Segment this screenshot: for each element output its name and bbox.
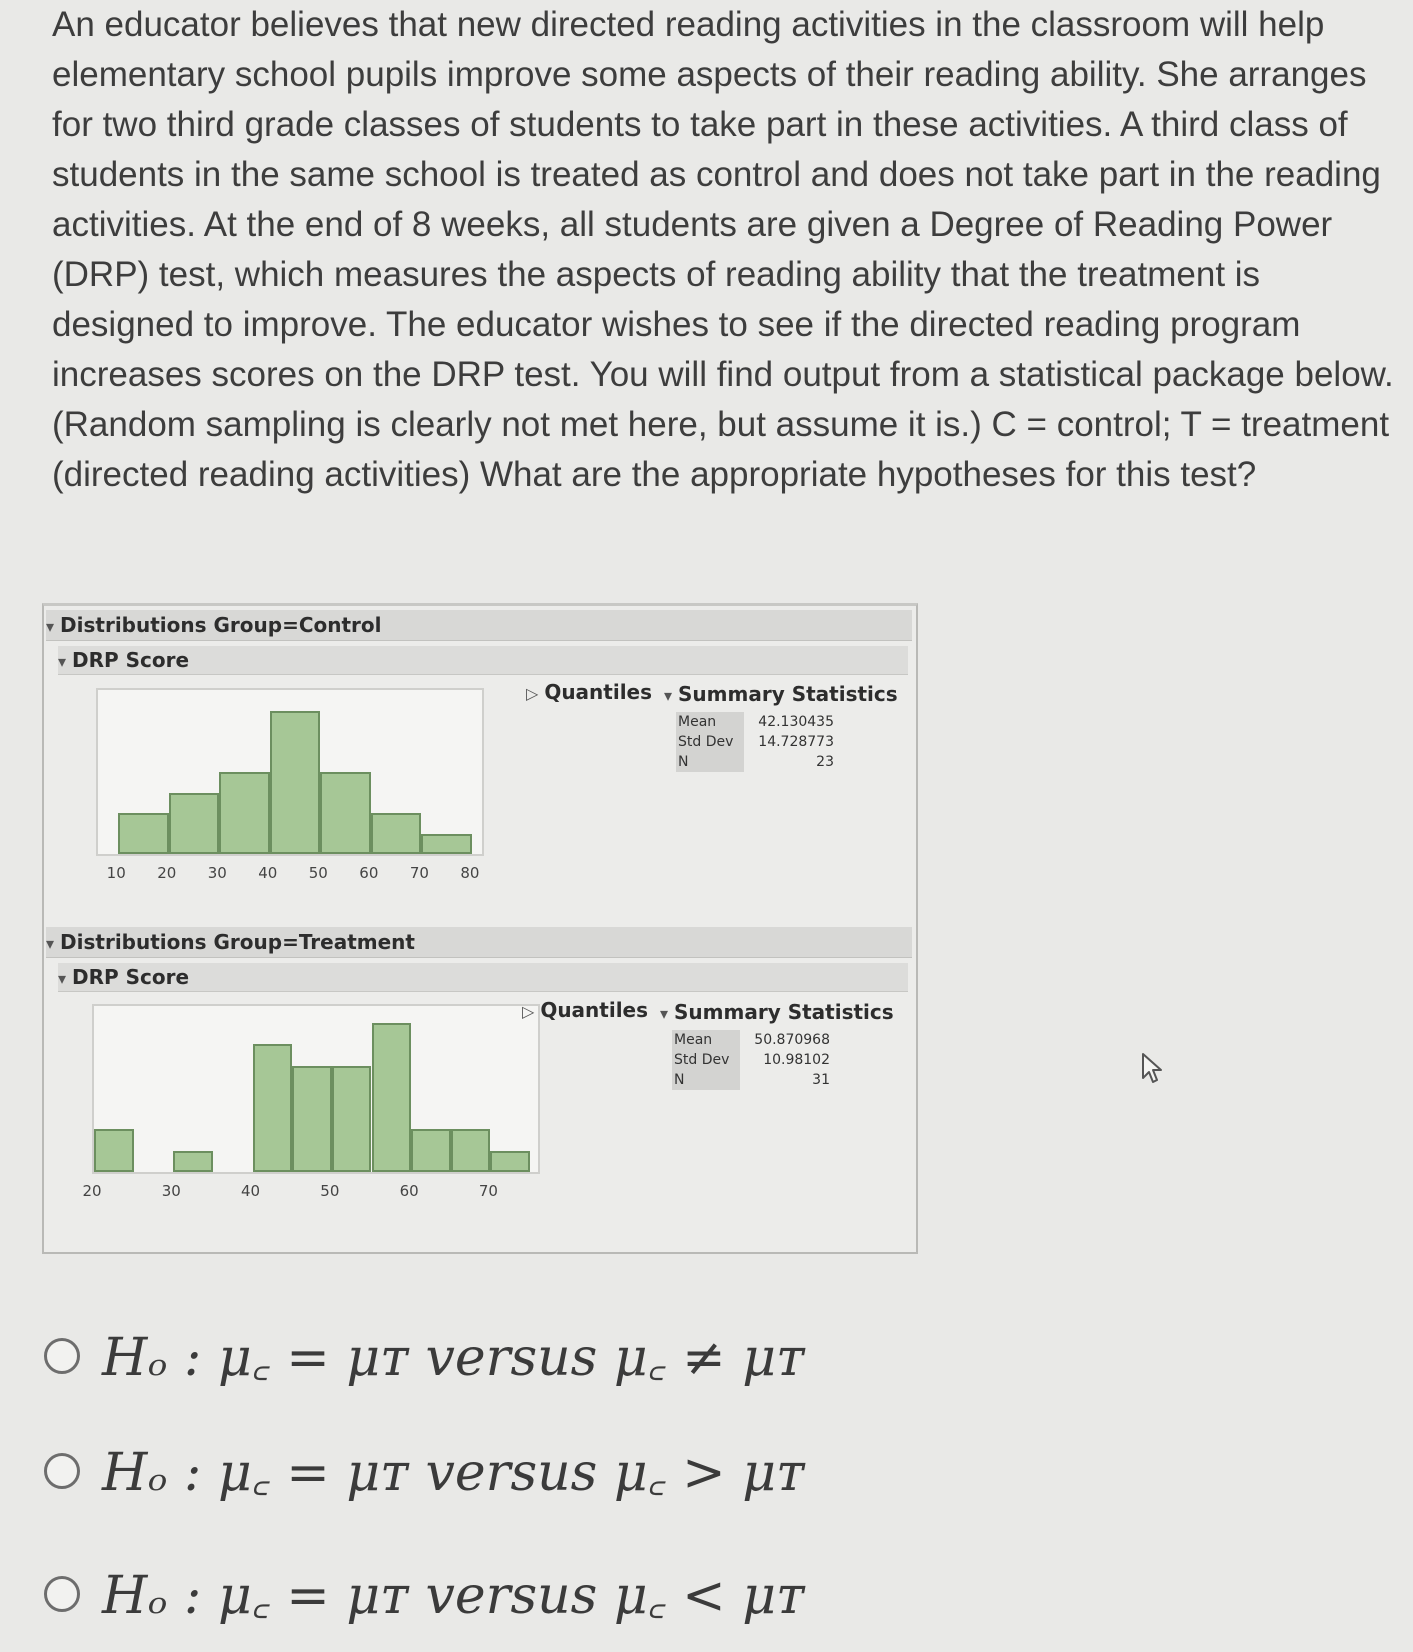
stat-label: Std Dev [676, 732, 744, 752]
mouse-cursor-icon [1140, 1052, 1166, 1084]
x-tick-label: 20 [157, 864, 177, 882]
radio-button[interactable] [44, 1576, 80, 1612]
histogram-bar [118, 813, 169, 854]
stat-label: N [672, 1070, 740, 1090]
control-variable-header[interactable] [58, 646, 908, 675]
histogram-bar [173, 1151, 213, 1172]
stat-row [676, 712, 838, 732]
option-label: Hₒ : μ꜀ = μᴛ versus μ꜀ > μᴛ [102, 1443, 805, 1503]
treatment-variable-header[interactable] [58, 963, 908, 992]
histogram-bar [253, 1044, 293, 1172]
histogram-bar [371, 813, 422, 854]
question-text: An educator believes that new directed reading activities in the classroom will help elementary school pupils improve some aspects of their reading ability. She arranges for two third grade classes of students to take part in these activities. A third class of students in the same school is treated as control and does not take part in the reading activities. At the end of 8 weeks, all students are given a Degree of Reading Power (DRP) test, which measures the aspects of reading ability that the treatment is designed to improve. The educator wishes to see if the directed reading program increases scores on the DRP test. You will find output from a statistical package below. (Random sampling is clearly not met here, but assume it is.) C = control; T = treatment (directed reading activities) What are the appropriate hypotheses for this test? [52, 5, 1394, 494]
histogram-bar [320, 772, 371, 854]
stat-row [676, 732, 838, 752]
collapsed-triangle-icon: ▷ [526, 684, 539, 703]
histogram-bar [451, 1129, 491, 1172]
treatment-histogram [92, 1004, 540, 1174]
histogram-bar [490, 1151, 530, 1172]
x-tick-label: 80 [460, 864, 480, 882]
disclosure-icon[interactable]: ▾ [46, 617, 55, 636]
treatment-x-axis [82, 1182, 540, 1202]
option-less-than[interactable] [44, 1558, 805, 1629]
treatment-summary-table [672, 1030, 834, 1090]
control-group-header[interactable] [46, 610, 912, 641]
histogram-bar [94, 1129, 134, 1172]
x-tick-label: 10 [106, 864, 126, 882]
stat-value: 50.870968 [754, 1032, 830, 1048]
x-tick-label: 70 [409, 864, 429, 882]
disclosure-icon[interactable]: ▾ [58, 969, 67, 988]
collapsed-triangle-icon: ▷ [522, 1002, 535, 1021]
treatment-quantiles-toggle[interactable] [522, 998, 648, 1022]
x-tick-label: 40 [241, 1182, 261, 1200]
histogram-bar [270, 711, 321, 855]
histogram-bar [372, 1023, 412, 1172]
control-quantiles-label: Quantiles [544, 680, 653, 704]
treatment-summary-label: Summary Statistics [674, 1000, 894, 1024]
disclosure-icon[interactable]: ▾ [58, 652, 67, 671]
option-greater-than[interactable] [44, 1435, 805, 1506]
histogram-bar [169, 793, 220, 855]
option-label: Hₒ : μ꜀ = μᴛ versus μ꜀ ≠ μᴛ [102, 1328, 805, 1388]
control-summary-header[interactable] [664, 682, 898, 706]
x-tick-label: 70 [478, 1182, 498, 1200]
control-group-title: Distributions Group=Control [60, 613, 382, 637]
histogram-bar [219, 772, 270, 854]
stat-row [672, 1030, 834, 1050]
stat-value: 31 [812, 1072, 830, 1088]
radio-button[interactable] [44, 1453, 80, 1489]
stat-row [676, 752, 838, 772]
x-tick-label: 60 [359, 864, 379, 882]
stat-label: Mean [676, 712, 744, 732]
treatment-variable-title: DRP Score [72, 965, 190, 989]
control-x-axis [96, 864, 484, 884]
disclosure-icon[interactable]: ▾ [660, 1004, 669, 1023]
statistical-output-panel [42, 603, 918, 1254]
histogram-bar [411, 1129, 451, 1172]
histogram-bar [292, 1066, 332, 1172]
x-tick-label: 50 [320, 1182, 340, 1200]
option-label: Hₒ : μ꜀ = μᴛ versus μ꜀ < μᴛ [102, 1566, 805, 1626]
stat-row [672, 1050, 834, 1070]
x-tick-label: 20 [82, 1182, 102, 1200]
control-summary-label: Summary Statistics [678, 682, 898, 706]
control-quantiles-toggle[interactable] [526, 680, 652, 704]
stat-label: Std Dev [672, 1050, 740, 1070]
histogram-bar [421, 834, 472, 855]
disclosure-icon[interactable]: ▾ [664, 686, 673, 705]
radio-button[interactable] [44, 1338, 80, 1374]
disclosure-icon[interactable]: ▾ [46, 934, 55, 953]
stat-value: 10.98102 [763, 1052, 830, 1068]
x-tick-label: 60 [399, 1182, 419, 1200]
x-tick-label: 30 [207, 864, 227, 882]
stat-value: 42.130435 [758, 714, 834, 730]
treatment-group-title: Distributions Group=Treatment [60, 930, 415, 954]
x-tick-label: 30 [161, 1182, 181, 1200]
x-tick-label: 40 [258, 864, 278, 882]
histogram-bar [332, 1066, 372, 1172]
stat-value: 14.728773 [758, 734, 834, 750]
control-summary-table [676, 712, 838, 772]
stat-label: Mean [672, 1030, 740, 1050]
stat-label: N [676, 752, 744, 772]
treatment-quantiles-label: Quantiles [540, 998, 649, 1022]
stat-value: 23 [816, 754, 834, 770]
control-variable-title: DRP Score [72, 648, 190, 672]
treatment-summary-header[interactable] [660, 1000, 894, 1024]
option-two-sided[interactable] [44, 1320, 805, 1391]
treatment-group-header[interactable] [46, 927, 912, 958]
stat-row [672, 1070, 834, 1090]
x-tick-label: 50 [308, 864, 328, 882]
control-histogram [96, 688, 484, 856]
